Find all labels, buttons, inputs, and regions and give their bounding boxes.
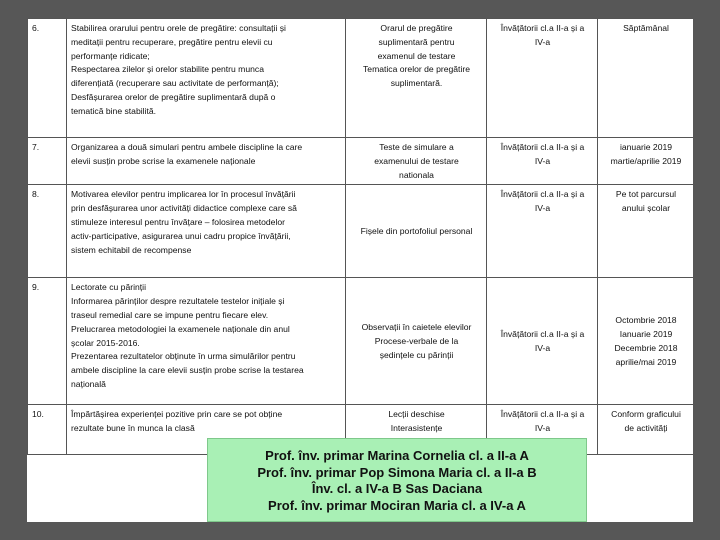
table-row: [28, 138, 694, 185]
deadline-cell-line: Conform graficului: [611, 409, 681, 420]
activity-cell: [67, 138, 346, 185]
responsible-cell-line: Învățătorii cl.a II-a și a: [500, 23, 585, 33]
resources-cell-line: examenul de testare: [377, 50, 456, 61]
deadline-cell-line: Ianuarie 2019: [619, 329, 673, 340]
activity-cell-line: ambele discipline la care elevii susțin probe scrise la testarea: [71, 365, 304, 376]
activity-cell-line: traseul remedial care se impune pentru fiecare elev.: [71, 309, 269, 320]
activity-cell-line: Lectorate cu părinții: [71, 282, 146, 293]
activity-cell-line: activ-participative, asigurarea unui cadru propice învățării,: [71, 230, 291, 241]
responsible-cell-line: IV-a: [534, 203, 551, 214]
activity-cell-line: Prezentarea rezultatelor obținute în urma simulărilor pentru: [71, 351, 296, 362]
authors-box: [207, 438, 587, 522]
row-number-text: 9.: [32, 282, 40, 293]
resources-cell-line: nationala: [399, 169, 434, 180]
responsible-cell-line: Învățătorii cl.a II-a și a: [500, 329, 585, 340]
resources-cell: [346, 19, 487, 138]
author-line: Prof. înv. primar Mociran Maria cl. a IV-a A: [268, 497, 526, 513]
author-line: Prof. înv. primar Pop Simona Maria cl. a II-a B: [257, 464, 537, 480]
activity-cell-line: Împărtășirea experienței pozitive prin care se pot obține: [71, 409, 283, 420]
resources-cell-line: Orarul de pregătire: [380, 23, 453, 33]
deadline-cell-line: ianuarie 2019: [619, 142, 673, 152]
deadline-cell-line: Săptămânal: [623, 23, 669, 33]
resources-cell: [346, 138, 487, 185]
row-number: [28, 19, 67, 138]
responsible-cell-line: Învățătorii cl.a II-a și a: [500, 142, 585, 152]
activity-cell-line: Desfășurarea orelor de pregătire suplimentară după o: [71, 91, 276, 102]
responsible-cell: [487, 278, 598, 405]
resources-cell-line: suplimentară pentru: [378, 36, 455, 47]
resources-cell-line: Tematica orelor de pregătire: [363, 64, 470, 75]
deadline-cell-line: Pe tot parcursul: [615, 189, 677, 200]
responsible-cell-line: IV-a: [534, 342, 551, 353]
row-number-text: 10.: [32, 409, 44, 420]
activity-cell-line: națională: [71, 378, 106, 389]
activity-table: [27, 18, 693, 455]
table-row: [28, 19, 694, 138]
activity-cell-line: rezultate bune în munca la clasă: [71, 423, 195, 434]
deadline-cell-line: aprilie/mai 2019: [615, 356, 677, 367]
author-line: Prof. înv. primar Marina Cornelia cl. a II-a A: [265, 448, 529, 463]
activity-cell-line: prin desfășurarea unor activități didactice complexe care să: [71, 203, 297, 214]
table-row: [28, 185, 694, 278]
responsible-cell: [487, 138, 598, 185]
deadline-cell-line: martie/aprilie 2019: [610, 155, 682, 166]
resources-cell-line: examenului de testare: [374, 155, 459, 166]
activity-cell-line: școlar 2015-2016.: [71, 337, 140, 348]
resources-cell-line: suplimentară.: [390, 78, 443, 89]
row-number-text: 7.: [32, 142, 40, 152]
activity-cell-line: tematică bine stabilită.: [71, 105, 157, 116]
responsible-cell-line: IV-a: [534, 36, 551, 47]
activity-cell-line: diferențiată (recuperare sau activitate de performanță);: [71, 78, 279, 89]
resources-cell-line: Teste de simulare a: [379, 142, 454, 152]
activity-cell-line: meditații pentru recuperare, pregătire pentru elevii cu: [71, 36, 273, 47]
resources-cell-line: ședințele cu părinții: [379, 349, 454, 360]
deadline-cell: [598, 185, 694, 278]
activity-cell-line: elevii susțin probe scrise la examenele naționale: [71, 155, 256, 166]
activity-cell: [67, 278, 346, 405]
deadline-cell-line: Decembrie 2018: [614, 342, 678, 353]
activity-cell: [67, 185, 346, 278]
activity-cell-line: stimuleze interesul pentru învățare – folosirea metodelor: [71, 216, 286, 227]
responsible-cell-line: Învățătorii cl.a II-a și a: [500, 409, 585, 420]
row-number: [28, 278, 67, 405]
responsible-cell: [487, 19, 598, 138]
deadline-cell-line: anului școlar: [621, 203, 671, 214]
activity-cell-line: Informarea părinților despre rezultatele testelor inițiale și: [71, 296, 285, 307]
activity-cell-line: Motivarea elevilor pentru implicarea lor în procesul învățării: [71, 189, 296, 200]
activity-cell-line: Prelucrarea metodologiei la examenele naționale din anul: [71, 323, 290, 334]
deadline-cell: [598, 138, 694, 185]
activity-cell-line: performanțe ridicate;: [71, 50, 150, 61]
activity-cell: [67, 19, 346, 138]
row-number: [28, 138, 67, 185]
table-row: [28, 278, 694, 405]
responsible-cell-line: IV-a: [534, 423, 551, 434]
resources-cell: [346, 278, 487, 405]
deadline-cell-line: Octombrie 2018: [615, 315, 677, 326]
deadline-cell-line: de activități: [624, 423, 668, 434]
deadline-cell: [598, 405, 694, 455]
deadline-cell: [598, 19, 694, 138]
row-number-text: 8.: [32, 189, 40, 200]
resources-cell-line: Observații în caietele elevilor: [361, 322, 472, 333]
responsible-cell-line: Învățătorii cl.a II-a și a: [500, 189, 585, 200]
row-number-text: 6.: [32, 23, 40, 33]
responsible-cell-line: IV-a: [534, 155, 551, 166]
author-line: Înv. cl. a IV-a B Sas Daciana: [311, 481, 483, 497]
table-body: [28, 19, 694, 455]
resources-cell-line: Fișele din portofoliul personal: [360, 225, 473, 236]
responsible-cell: [487, 185, 598, 278]
resources-cell-line: Interasistențe: [390, 423, 443, 434]
activity-cell-line: Organizarea a două simulari pentru ambele discipline la care: [71, 142, 303, 152]
resources-cell-line: Procese-verbale de la: [374, 335, 459, 346]
resources-cell-line: Lecții deschise: [388, 409, 445, 420]
activity-cell-line: Respectarea zilelor și orelor stabilite pentru munca: [71, 64, 264, 75]
deadline-cell: [598, 278, 694, 405]
activity-cell-line: Stabilirea orarului pentru orele de pregătire: consultații și: [71, 23, 286, 33]
row-number: [28, 185, 67, 278]
row-number: [28, 405, 67, 455]
activity-cell-line: sistem echitabil de recompense: [71, 244, 192, 255]
resources-cell: [346, 185, 487, 278]
